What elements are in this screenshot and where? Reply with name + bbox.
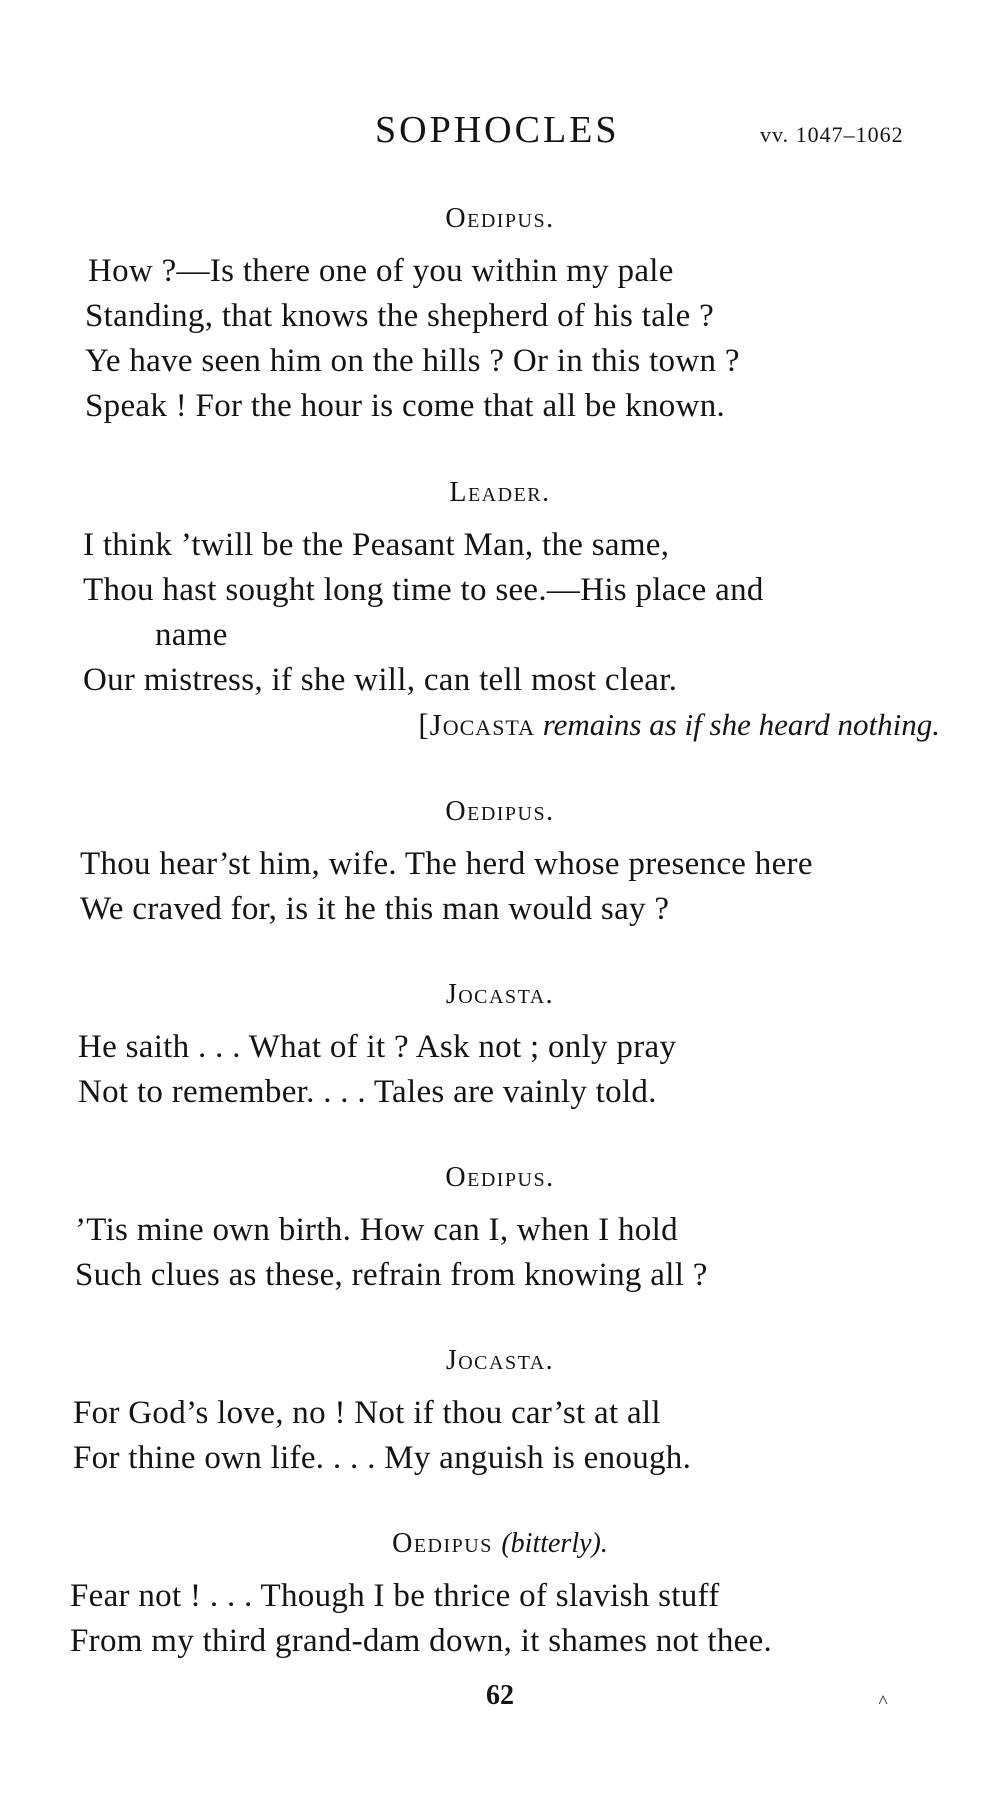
speaker-heading: Oedipus. bbox=[445, 1162, 555, 1193]
speaker-name: Oedipus bbox=[392, 1528, 493, 1559]
stage-direction-text: remains as if she heard nothing. bbox=[542, 707, 940, 742]
verse-line: Speak ! For the hour is come that all be known. bbox=[85, 388, 726, 424]
verse-line: Thou hast sought long time to see.—His place and bbox=[83, 572, 764, 608]
speaker-heading: Jocasta. bbox=[445, 1345, 555, 1376]
speaker-heading: Oedipus. bbox=[445, 203, 555, 234]
verse-line: We craved for, is it he this man would say ? bbox=[80, 891, 670, 927]
page-number: 62 bbox=[486, 1680, 514, 1711]
verse-line: I think ’twill be the Peasant Man, the same, bbox=[83, 527, 670, 563]
verse-line: He saith . . . What of it ? Ask not ; only pray bbox=[78, 1029, 677, 1065]
verse-line: Such clues as these, refrain from knowing all ? bbox=[75, 1257, 708, 1293]
stage-direction bbox=[418, 707, 940, 743]
speaker-heading bbox=[0, 1528, 1000, 1560]
verse-line: For thine own life. . . . My anguish is enough. bbox=[73, 1440, 692, 1476]
speaker-heading: Jocasta. bbox=[445, 979, 555, 1010]
line-range: vv. 1047–1062 bbox=[760, 122, 904, 147]
verse-line: Standing, that knows the shepherd of his tale ? bbox=[85, 298, 715, 334]
printer-mark: ˄ bbox=[878, 1690, 889, 1710]
running-head bbox=[0, 108, 1000, 158]
verse-line: For God’s love, no ! Not if thou car’st at all bbox=[73, 1395, 661, 1431]
verse-line: How ?—Is there one of you within my pale bbox=[88, 253, 674, 289]
running-title: SOPHOCLES bbox=[375, 109, 620, 151]
verse-line: Our mistress, if she will, can tell most clear. bbox=[83, 662, 678, 698]
speaker-heading: Oedipus. bbox=[445, 796, 555, 827]
stage-direction-name: [Jocasta bbox=[418, 707, 535, 742]
verse-line: From my third grand-dam down, it shames not thee. bbox=[70, 1623, 773, 1659]
verse-line: ’Tis mine own birth. How can I, when I hold bbox=[75, 1212, 678, 1248]
verse-line: Thou hear’st him, wife. The herd whose presence here bbox=[80, 846, 813, 882]
verse-line: Fear not ! . . . Though I be thrice of slavish stuff bbox=[70, 1578, 720, 1614]
speaker-direction: (bitterly). bbox=[501, 1528, 608, 1559]
speaker-heading: Leader. bbox=[449, 477, 551, 508]
verse-line: Ye have seen him on the hills ? Or in this town ? bbox=[85, 343, 740, 379]
verse-line: Not to remember. . . . Tales are vainly told. bbox=[78, 1074, 657, 1110]
verse-line-continuation: name bbox=[155, 617, 228, 653]
